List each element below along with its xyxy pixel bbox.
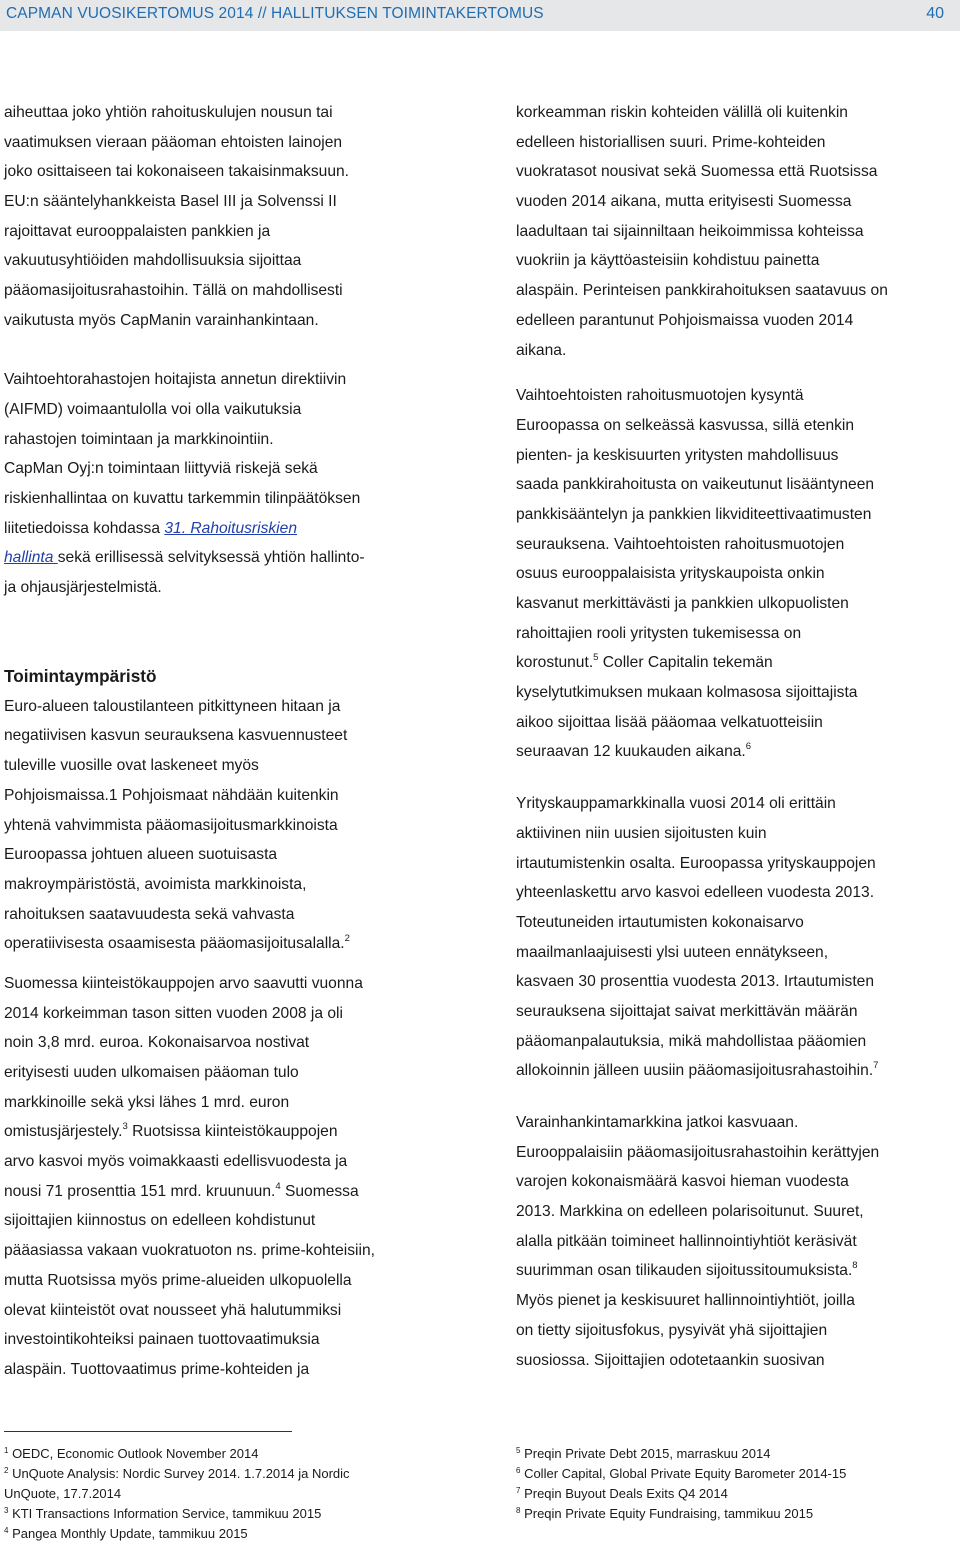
text-line: arvo kasvoi myös voimakkaasti edellisvuodesta ja — [4, 1153, 348, 1171]
text-line: vuokriin ja käyttöasteisiin kohdistuu painetta — [516, 252, 820, 270]
text-line: rahoittajien rooli yritysten tukemisessa on — [516, 624, 802, 642]
text-line — [4, 929, 454, 959]
text-line: 2014 korkeimman tason sitten vuoden 2008 ja oli — [4, 1004, 343, 1022]
footnote-divider — [4, 1431, 292, 1432]
text-line: kyselytutkimuksen mukaan kolmasosa sijoittajista — [516, 684, 858, 702]
text-line — [4, 543, 454, 573]
text-line: suosiossa. Sijoittajien odotetaankin suosivan — [516, 1351, 825, 1369]
text-fragment: suurimman osan tilikauden sijoitussitoumuksista. — [516, 1262, 853, 1280]
text-line: CapMan Oyj:n toimintaan liittyviä riskejä sekä — [4, 460, 318, 478]
text-line: on tietty sijoitusfokus, pysyivät yhä sijoittajien — [516, 1321, 828, 1339]
text-line: erityisesti uuden ulkomaisen pääoman tulo — [4, 1064, 299, 1081]
text-line: Yrityskauppamarkkinalla vuosi 2014 oli erittäin — [516, 795, 836, 813]
text-fragment: liitetiedoissa kohdassa — [4, 519, 165, 537]
text-line: seurauksena sijoittajat saivat merkittävän määrän — [516, 1002, 858, 1020]
text-line: tuleville vuosille ovat laskeneet myös — [4, 757, 259, 775]
text-fragment: seuraavan 12 kuukauden aikana. — [516, 743, 746, 761]
footnote: $^7$ Preqin Buyout Deals Exits Q4 2014 — [516, 1486, 728, 1501]
text-line: alaspäin. Tuottovaatimus prime-kohteiden ja — [4, 1360, 310, 1378]
footnotes-right — [516, 1444, 956, 1524]
text-line: 2013. Markkina on edelleen polarisoitunut. Suuret, — [516, 1203, 864, 1221]
report-title: CAPMAN VUOSIKERTOMUS 2014 // HALLITUKSEN TOIMINTAKERTOMUS — [6, 5, 544, 22]
text-line: vakuutusyhtiöiden mahdollisuuksia sijoittaa — [4, 252, 302, 270]
text-line: pienten- ja keskisuurten yritysten mahdollisuus — [516, 446, 839, 464]
report-header — [0, 0, 960, 31]
text-line: Suomessa kiinteistökauppojen arvo saavutti vuonna — [4, 974, 363, 992]
text-line: varojen kokonaismäärä kasvoi hieman vuodesta — [516, 1173, 849, 1191]
footnote: $^2$ UnQuote Analysis: Nordic Survey 2014. 1.7.2014 ja Nordic — [4, 1466, 350, 1481]
text-line — [4, 514, 454, 544]
text-line: Toteutuneiden irtautumisten kokonaisarvo — [516, 913, 804, 931]
text-fragment: nousi 71 prosenttia 151 mrd. kruunuun. — [4, 1182, 276, 1200]
text-line: negatiivisen kasvun seurauksena kasvuennusteet — [4, 727, 348, 745]
text-fragment: omistusjärjestely. — [4, 1123, 123, 1141]
text-line: Euroopassa on selkeässä kasvussa, sillä etenkin — [516, 416, 855, 434]
text-line: pääomasijoitusrahastoihin. Tällä on mahdollisesti — [4, 282, 343, 300]
text-line: joko osittaiseen tai kokonaiseen takaisinmaksuun. — [4, 163, 349, 181]
text-line: markkinoille sekä yksi lähes 1 mrd. euron — [4, 1093, 290, 1111]
text-fragment: korostunut. — [516, 654, 594, 672]
footnote: $^6$ Coller Capital, Global Private Equity Barometer 2014-15 — [516, 1466, 847, 1481]
text-line: pääasiassa vakaan vuokratuoton ns. prime-kohteisiin, — [4, 1242, 375, 1260]
text-line: rajoittavat eurooppalaisten pankkien ja — [4, 222, 271, 240]
footnote-ref: 6 — [745, 741, 752, 753]
text-line — [4, 1177, 454, 1207]
text-fragment: sekä erillisessä selvityksessä yhtiön hallinto- — [57, 549, 365, 567]
text-line: kasvaen 30 prosenttia vuodesta 2013. Irtautumisten — [516, 973, 875, 991]
text-line: yhtenä vahvimmista pääomasijoitusmarkkinoista — [4, 816, 338, 834]
text-fragment: Coller Capitalin tekemän — [598, 654, 773, 672]
text-line: kasvanut merkittävästi ja pankkien ulkopuolisten — [516, 595, 849, 612]
text-line — [4, 1117, 454, 1147]
text-line: alaspäin. Perinteisen pankkirahoituksen saatavuus on — [516, 282, 888, 300]
text-line: korkeamman riskin kohteiden välillä oli kuitenkin — [516, 104, 848, 121]
footnote-ref: 3 — [122, 1121, 128, 1133]
right-column — [516, 98, 956, 1375]
text-line: vuokratasot nousivat sekä Suomessa että Ruotsissa — [516, 163, 878, 181]
text-line: sijoittajien kiinnostus on edelleen kohdistunut — [4, 1212, 316, 1230]
text-line — [516, 1256, 956, 1286]
text-line: Myös pienet ja keskisuuret hallinnointiyhtiöt, joilla — [516, 1292, 855, 1310]
text-line: saada pankkirahoitusta on vaikeutunut lisääntyneen — [516, 476, 875, 494]
text-line: Euro-alueen taloustilanteen pitkittyneen hitaan ja — [4, 697, 341, 715]
text-line: investointikohteiksi painaen tuottovaatimuksia — [4, 1331, 320, 1349]
text-line: ja ohjausjärjestelmistä. — [4, 579, 162, 596]
note-31-link-continued[interactable]: hallinta — [4, 549, 58, 567]
footnote: $^4$ Pangea Monthly Update, tammikuu 2015 — [4, 1526, 248, 1541]
text-line: yhteenlaskettu arvo kasvoi edelleen vuodesta 2013. — [516, 884, 875, 902]
text-line: alalla pitkään toimineet hallinnointiyhtiöt keräsivät — [516, 1232, 857, 1250]
footnote: $^3$ KTI Transactions Information Service, tammikuu 2015 — [4, 1506, 322, 1521]
text-line: pääomanpalautuksia, mikä mahdollistaa pääomien — [516, 1032, 867, 1050]
footnote-ref: 5 — [593, 652, 599, 664]
text-line: vaatimuksen vieraan pääoman ehtoisten lainojen — [4, 133, 343, 151]
text-line: Vaihtoehtorahastojen hoitajista annetun direktiivin — [4, 371, 347, 389]
footnote-ref: 8 — [852, 1260, 858, 1272]
text-line: laadultaan tai sijainniltaan heikoimmissa kohteissa — [516, 222, 864, 240]
text-line: rahastojen toimintaan ja markkinointiin. — [4, 430, 274, 448]
text-line: mutta Ruotsissa myös prime-alueiden ulkopuolella — [4, 1271, 352, 1289]
text-line: vuoden 2014 aikana, mutta erityisesti Suomessa — [516, 193, 852, 211]
footnote-ref: 4 — [275, 1180, 281, 1192]
text-line: vaikutusta myös CapManin varainhankintaan. — [4, 311, 319, 329]
footnote-ref: 2 — [344, 933, 350, 945]
text-line: aktiivinen niin uusien sijoitusten kuin — [516, 824, 767, 842]
footnote: $^1$ OEDC, Economic Outlook November 2014 — [4, 1446, 259, 1461]
text-line: (AIFMD) voimaantulolla voi olla vaikutuksia — [4, 400, 302, 418]
text-line: aiheuttaa joko yhtiön rahoituskulujen nousun tai — [4, 104, 333, 121]
text-line: irtautumistenkin osalta. Euroopassa yrityskauppojen — [516, 854, 876, 872]
text-line: Varainhankintamarkkina jatkoi kasvuaan. — [516, 1114, 799, 1131]
text-line: makroympäristöstä, avoimista markkinoista, — [4, 875, 307, 893]
text-line: rahoituksen saatavuudesta sekä vahvasta — [4, 905, 295, 923]
text-line: riskienhallintaa on kuvattu tarkemmin tilinpäätöksen — [4, 489, 361, 507]
text-line: pankkisääntelyn ja pankkien likviditeettivaatimusten — [516, 505, 872, 523]
text-fragment: Ruotsissa kiinteistökauppojen — [127, 1123, 338, 1141]
left-column — [4, 98, 454, 1385]
text-line: Pohjoismaissa.1 Pohjoismaat nähdään kuitenkin — [4, 786, 339, 804]
text-line: edelleen parantunut Pohjoismaissa vuoden 2014 — [516, 311, 854, 329]
text-line: aikana. — [516, 341, 567, 359]
text-fragment: allokoinnin jälleen uusiin pääomasijoitusrahastoihin. — [516, 1062, 874, 1080]
footnotes-left — [4, 1444, 474, 1544]
text-line: olevat kiinteistöt ovat nousseet yhä halutummiksi — [4, 1301, 342, 1319]
text-line: Vaihtoehtoisten rahoitusmuotojen kysyntä — [516, 387, 804, 405]
text-line: EU:n sääntelyhankkeista Basel III ja Solvenssi II — [4, 193, 337, 211]
text-line: seurauksena. Vaihtoehtoisten rahoitusmuotojen — [516, 535, 845, 553]
text-line: Euroopassa johtuen alueen suotuisasta — [4, 846, 278, 864]
text-line: maailmanlaajuisesti ylsi uuteen ennätykseen, — [516, 943, 829, 961]
text-line: edelleen historiallisen suuri. Prime-kohteiden — [516, 133, 826, 151]
text-line: Eurooppalaisiin pääomasijoitusrahastoihin kerättyjen — [516, 1143, 880, 1161]
section-heading: Toimintaympäristö — [4, 666, 157, 687]
text-line — [516, 1056, 956, 1086]
text-line — [516, 737, 956, 767]
footnote: $^5$ Preqin Private Debt 2015, marraskuu 2014 — [516, 1446, 771, 1461]
text-line: aikoo sijoittaa lisää pääomaa velkatuotteisiin — [516, 713, 823, 731]
note-31-link[interactable]: 31. Rahoitusriskien — [164, 519, 297, 537]
text-fragment: Suomessa — [280, 1182, 359, 1200]
page-number: 40 — [926, 5, 944, 22]
footnote-ref: 7 — [873, 1060, 879, 1072]
text-line: noin 3,8 mrd. euroa. Kokonaisarvoa nostivat — [4, 1034, 310, 1052]
text-fragment: operatiivisesta osaamisesta pääomasijoitusalalla. — [4, 935, 345, 953]
text-line: osuus eurooppalaisista yrityskaupoista onkin — [516, 565, 825, 583]
footnote-continued: UnQuote, 17.7.2014 — [4, 1486, 122, 1501]
text-line — [516, 648, 956, 678]
footnote: $^8$ Preqin Private Equity Fundraising, tammikuu 2015 — [516, 1506, 814, 1521]
